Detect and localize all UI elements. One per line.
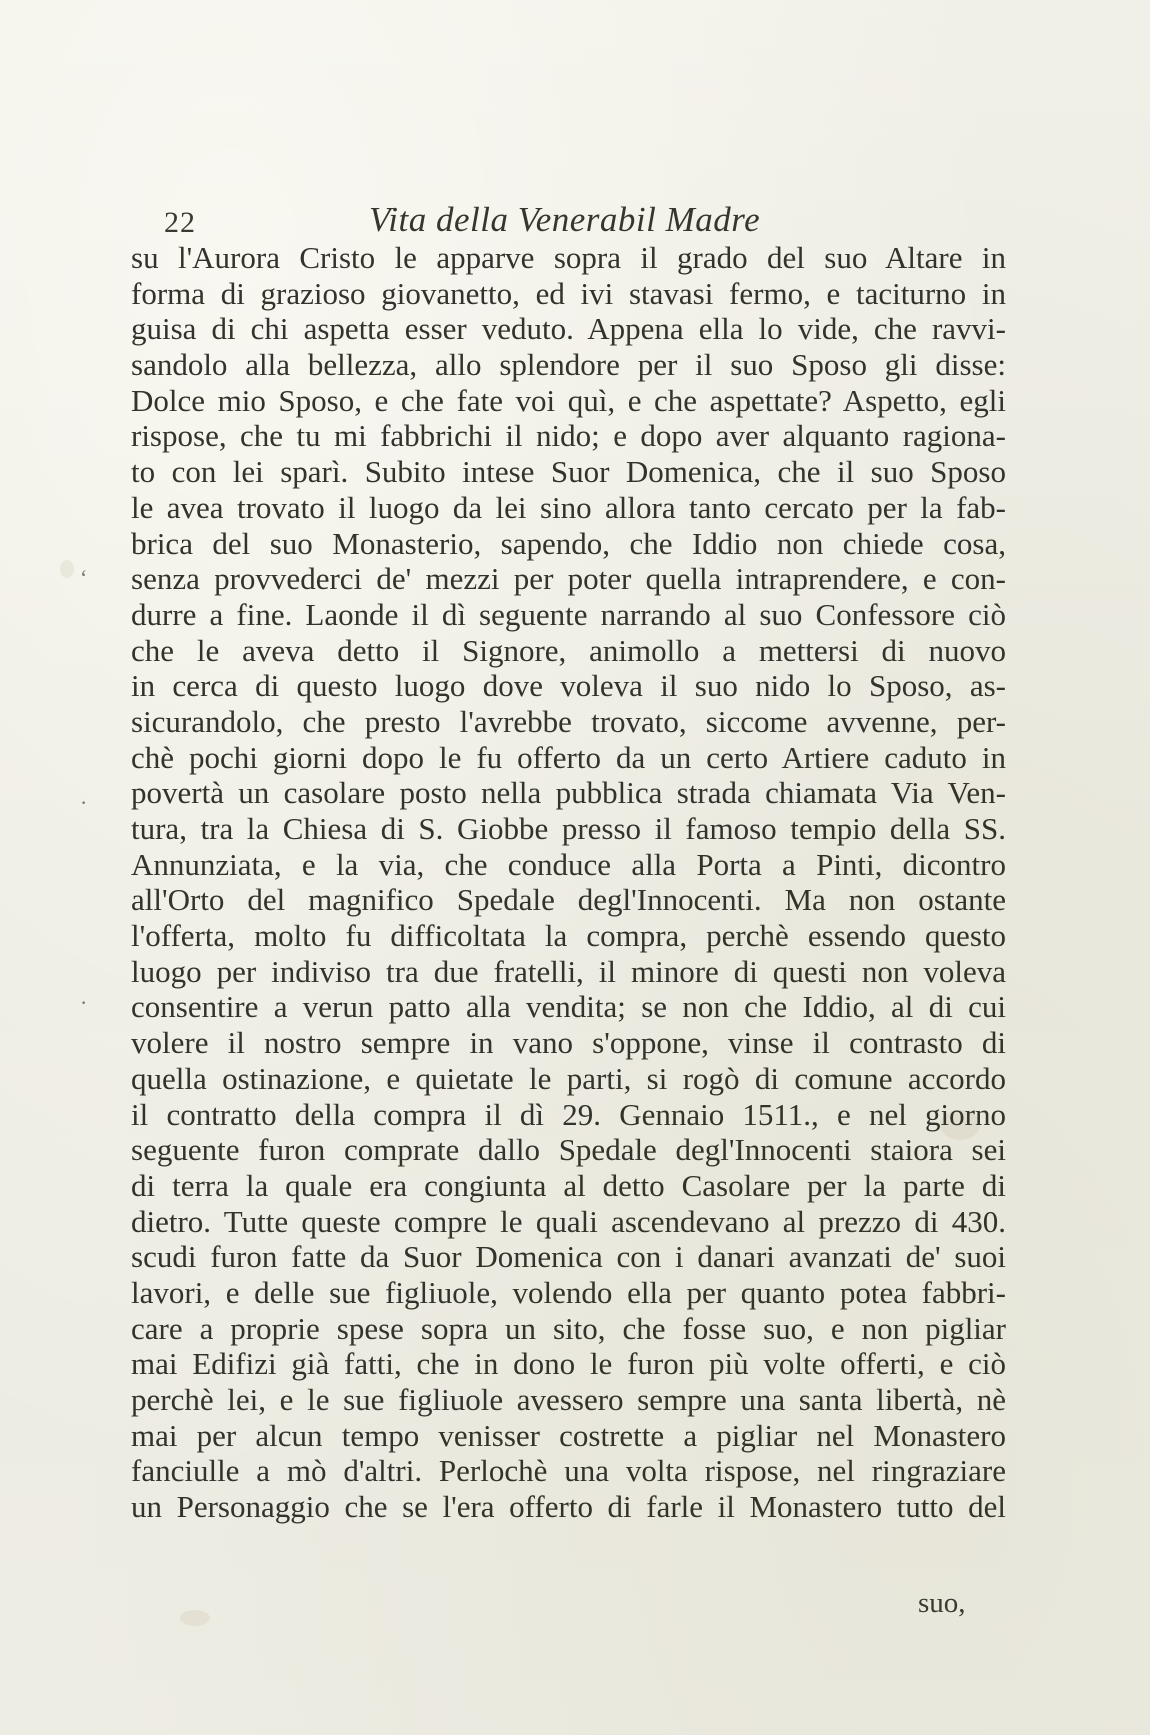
- text-line: lavori, e delle sue figliuole, volendo ella per quanto potea fabbri-: [131, 1274, 1006, 1310]
- text-line: le avea trovato il luogo da lei sino allora tanto cercato per la fab-: [131, 489, 1006, 525]
- text-line: forma di grazioso giovanetto, ed ivi stavasi fermo, e taciturno in: [131, 275, 1006, 311]
- text-line: mai Edifizi già fatti, che in dono le furon più volte offerti, e ciò: [131, 1346, 1006, 1382]
- margin-mark: ‘: [80, 565, 88, 590]
- text-line: seguente furon comprate dallo Spedale degl'Innocenti staiora sei: [131, 1132, 1006, 1168]
- text-line: brica del suo Monasterio, sapendo, che Iddio non chiede cosa,: [131, 525, 1006, 561]
- text-line: il contratto della compra il dì 29. Gennaio 1511., e nel giorno: [131, 1096, 1006, 1132]
- paper-stain: [60, 560, 74, 578]
- paper-stain: [180, 1610, 210, 1626]
- text-line: chè pochi giorni dopo le fu offerto da un certo Artiere caduto in: [131, 739, 1006, 775]
- text-line: che le aveva detto il Signore, animollo a mettersi di nuovo: [131, 632, 1006, 668]
- text-line: volere il nostro sempre in vano s'oppone, vinse il contrasto di: [131, 1025, 1006, 1061]
- text-line: all'Orto del magnifico Spedale degl'Innocenti. Ma non ostante: [131, 882, 1006, 918]
- text-line: in cerca di questo luogo dove voleva il suo nido lo Sposo, as-: [131, 668, 1006, 704]
- page-number: 22: [164, 206, 196, 239]
- text-line: su l'Aurora Cristo le apparve sopra il grado del suo Altare in: [131, 240, 1006, 275]
- running-title: Vita della Venerabil Madre: [369, 200, 761, 239]
- text-line: to con lei sparì. Subito intese Suor Domenica, che il suo Sposo: [131, 454, 1006, 490]
- text-line: tura, tra la Chiesa di S. Giobbe presso il famoso tempio della SS.: [131, 811, 1006, 846]
- margin-mark: ·: [80, 790, 88, 815]
- text-line: povertà un casolare posto nella pubblica strada chiamata Via Ven-: [131, 775, 1006, 811]
- text-line: fanciulle a mò d'altri. Perlochè una volta rispose, nel ringraziare: [131, 1453, 1006, 1489]
- text-line: l'offerta, molto fu difficoltata la compra, perchè essendo questo: [131, 918, 1006, 954]
- text-line: senza provvederci de' mezzi per poter quella intraprendere, e con-: [131, 561, 1006, 597]
- text-line: perchè lei, e le sue figliuole avessero sempre una santa libertà, nè: [131, 1382, 1006, 1417]
- text-line: di terra la quale era congiunta al detto Casolare per la parte di: [131, 1167, 1006, 1203]
- text-line: quella ostinazione, e quietate le parti, si rogò di comune accordo: [131, 1060, 1006, 1096]
- text-line: un Personaggio che se l'era offerto di farle il Monastero tutto del: [131, 1489, 1006, 1525]
- text-line: sicurandolo, che presto l'avrebbe trovato, siccome avvenne, per-: [131, 703, 1006, 739]
- text-line: guisa di chi aspetta esser veduto. Appena ella lo vide, che ravvi-: [131, 311, 1006, 347]
- text-line: dietro. Tutte queste compre le quali ascendevano al prezzo di 430.: [131, 1203, 1006, 1239]
- text-line: sandolo alla bellezza, allo splendore per il suo Sposo gli disse:: [131, 347, 1006, 383]
- text-line: rispose, che tu mi fabbrichi il nido; e dopo aver alquanto ragiona-: [131, 418, 1006, 454]
- catchword: suo,: [918, 1587, 966, 1619]
- text-line: care a proprie spese sopra un sito, che fosse suo, e non pigliar: [131, 1310, 1006, 1346]
- text-line: Annunziata, e la via, che conduce alla Porta a Pinti, dicontro: [131, 846, 1006, 882]
- text-line: scudi furon fatte da Suor Domenica con i danari avanzati de' suoi: [131, 1239, 1006, 1275]
- text-line: luogo per indiviso tra due fratelli, il minore di questi non voleva: [131, 953, 1006, 989]
- running-head: [131, 200, 1001, 244]
- margin-mark: ·: [80, 990, 88, 1015]
- text-line: mai per alcun tempo venisser costrette a pigliar nel Monastero: [131, 1417, 1006, 1453]
- text-line: durre a fine. Laonde il dì seguente narrando al suo Confessore ciò: [131, 596, 1006, 632]
- text-line: consentire a verun patto alla vendita; se non che Iddio, al di cui: [131, 989, 1006, 1025]
- body-text: [131, 240, 1006, 1525]
- text-line: Dolce mio Sposo, e che fate voi quì, e che aspettate? Aspetto, egli: [131, 382, 1006, 418]
